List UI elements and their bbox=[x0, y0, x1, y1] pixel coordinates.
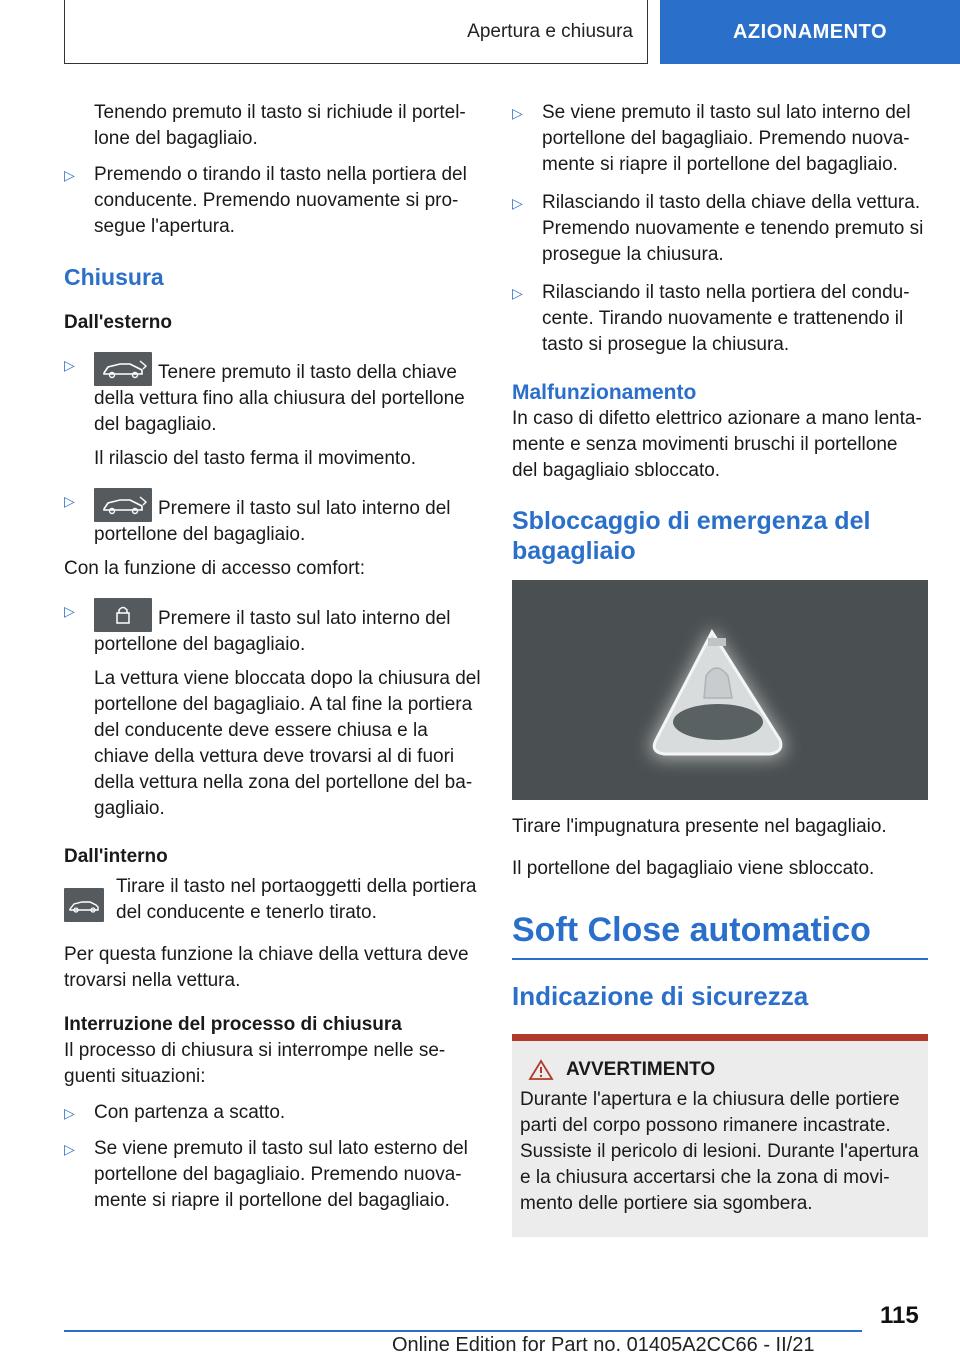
heading-soft-close: Soft Close automatico bbox=[512, 911, 871, 949]
paragraph: Tenendo premuto il tasto si richiude il portel- lone del bagagliaio. bbox=[94, 102, 466, 149]
page-number: 115 bbox=[880, 1302, 919, 1329]
door-button-icon bbox=[64, 888, 104, 922]
paragraph: Per questa funzione la chiave della vettura deve trovarsi nella vettura. bbox=[64, 944, 469, 991]
bullet-icon: ▷ bbox=[512, 195, 523, 211]
list-item-text: Rilasciando il tasto nella portiera del condu- cente. Tirando nuovamente e trattenendo il tasto si prosegue la chiusura. bbox=[542, 282, 910, 355]
heading-sicurezza: Indicazione di sicurezza bbox=[512, 980, 809, 1011]
heading-interno: Dall'interno bbox=[64, 846, 168, 867]
bullet-icon: ▷ bbox=[64, 357, 75, 373]
bullet-icon: ▷ bbox=[64, 1105, 75, 1121]
paragraph: Il processo di chiusura si interrompe nelle se- guenti situazioni: bbox=[64, 1040, 446, 1087]
header-section bbox=[64, 0, 648, 64]
list-item bbox=[64, 598, 482, 822]
list-item-text: Tenere premuto il tasto della chiave della vettura fino alla chiusura del portellone del bagagliaio. bbox=[94, 362, 465, 435]
list-item bbox=[64, 1100, 482, 1126]
trunk-button-icon bbox=[94, 488, 152, 522]
list-item-text: Se viene premuto il tasto sul lato interno del portellone del bagagliaio. Premendo nuova- mente si riapre il portellone del bagagliaio. bbox=[542, 102, 911, 175]
paragraph: Con la funzione di accesso comfort: bbox=[64, 558, 365, 579]
list-item-text: Se viene premuto il tasto sul lato esterno del portellone del bagagliaio. Premendo nuova- mente si riapre il portellone del bagagliaio. bbox=[94, 1138, 468, 1211]
list-item bbox=[64, 488, 482, 548]
left-column bbox=[64, 100, 482, 1214]
bullet-icon: ▷ bbox=[512, 105, 523, 121]
paragraph: Il portellone del bagagliaio viene sbloccato. bbox=[512, 858, 875, 879]
bullet-icon: ▷ bbox=[64, 493, 75, 509]
emergency-handle-image bbox=[512, 580, 928, 800]
right-column bbox=[512, 100, 928, 1237]
warning-triangle-icon bbox=[528, 1059, 554, 1081]
header-chapter bbox=[660, 0, 960, 64]
heading-sbloccaggio: Sbloccaggio di emergenza del bagagliaio bbox=[512, 507, 871, 565]
paragraph: In caso di difetto elettrico azionare a mano lenta- mente e senza movimenti bruschi il portellone del bagagliaio sbloccato. bbox=[512, 408, 922, 481]
trunk-close-key-icon bbox=[94, 352, 152, 386]
list-item bbox=[512, 100, 928, 178]
footer-divider bbox=[64, 1330, 862, 1332]
list-item-text: Premendo o tirando il tasto nella portiera del conducente. Premendo nuovamente si pro- segue l'apertura. bbox=[94, 164, 467, 237]
list-item-text: Premere il tasto sul lato interno del portellone del bagagliaio. bbox=[94, 498, 451, 545]
heading-malfunzionamento: Malfunzionamento bbox=[512, 381, 697, 404]
list-item-text: Premere il tasto sul lato interno del portellone del bagagliaio. bbox=[94, 608, 451, 655]
bullet-icon: ▷ bbox=[64, 603, 75, 619]
list-item bbox=[512, 190, 928, 268]
edition-note: Online Edition for Part no. 01405A2CC66 - II/21 bbox=[392, 1334, 815, 1356]
heading-esterno: Dall'esterno bbox=[64, 312, 172, 333]
heading-interruzione: Interruzione del processo di chiusura bbox=[64, 1014, 402, 1035]
list-item bbox=[64, 162, 482, 240]
section-title: Apertura e chiusura bbox=[467, 20, 633, 42]
warning-box bbox=[512, 1034, 928, 1237]
list-item bbox=[64, 352, 482, 472]
list-item bbox=[512, 280, 928, 358]
divider bbox=[512, 958, 928, 960]
chapter-title: AZIONAMENTO bbox=[732, 20, 887, 43]
warning-title: AVVERTIMENTO bbox=[566, 1058, 716, 1080]
bullet-icon: ▷ bbox=[512, 285, 523, 301]
interno-block bbox=[64, 874, 482, 926]
paragraph: Il rilascio del tasto ferma il movimento. bbox=[94, 448, 417, 469]
paragraph: Tirare il tasto nel portaoggetti della portiera del conducente e tenerlo tirato. bbox=[116, 876, 477, 923]
bullet-icon: ▷ bbox=[64, 167, 75, 183]
list-item bbox=[64, 1136, 482, 1214]
warning-header bbox=[520, 1057, 920, 1083]
lock-button-icon bbox=[94, 598, 152, 632]
paragraph: Tirare l'impugnatura presente nel bagagliaio. bbox=[512, 816, 887, 837]
heading-chiusura: Chiusura bbox=[64, 264, 164, 290]
warning-text: Durante l'apertura e la chiusura delle portiere parti del corpo possono rimanere incastrate. Sussiste il pericolo di lesioni. Durante l'apertura e la chiusura accertarsi che la zona di movi- mento delle portiere sia sgombera. bbox=[520, 1088, 919, 1214]
list-item-text: Con partenza a scatto. bbox=[94, 1102, 286, 1123]
paragraph: La vettura viene bloccata dopo la chiusura del portellone del bagagliaio. A tal fine la portiera del conducente deve essere chiusa e la chiave della vettura deve trovarsi al di fuori della vettura nella zona del portellone del ba- gagliaio. bbox=[94, 668, 481, 819]
bullet-icon: ▷ bbox=[64, 1141, 75, 1157]
list-item-text: Rilasciando il tasto della chiave della vettura. Premendo nuovamente e tenendo premuto si prosegue la chiusura. bbox=[542, 192, 924, 265]
